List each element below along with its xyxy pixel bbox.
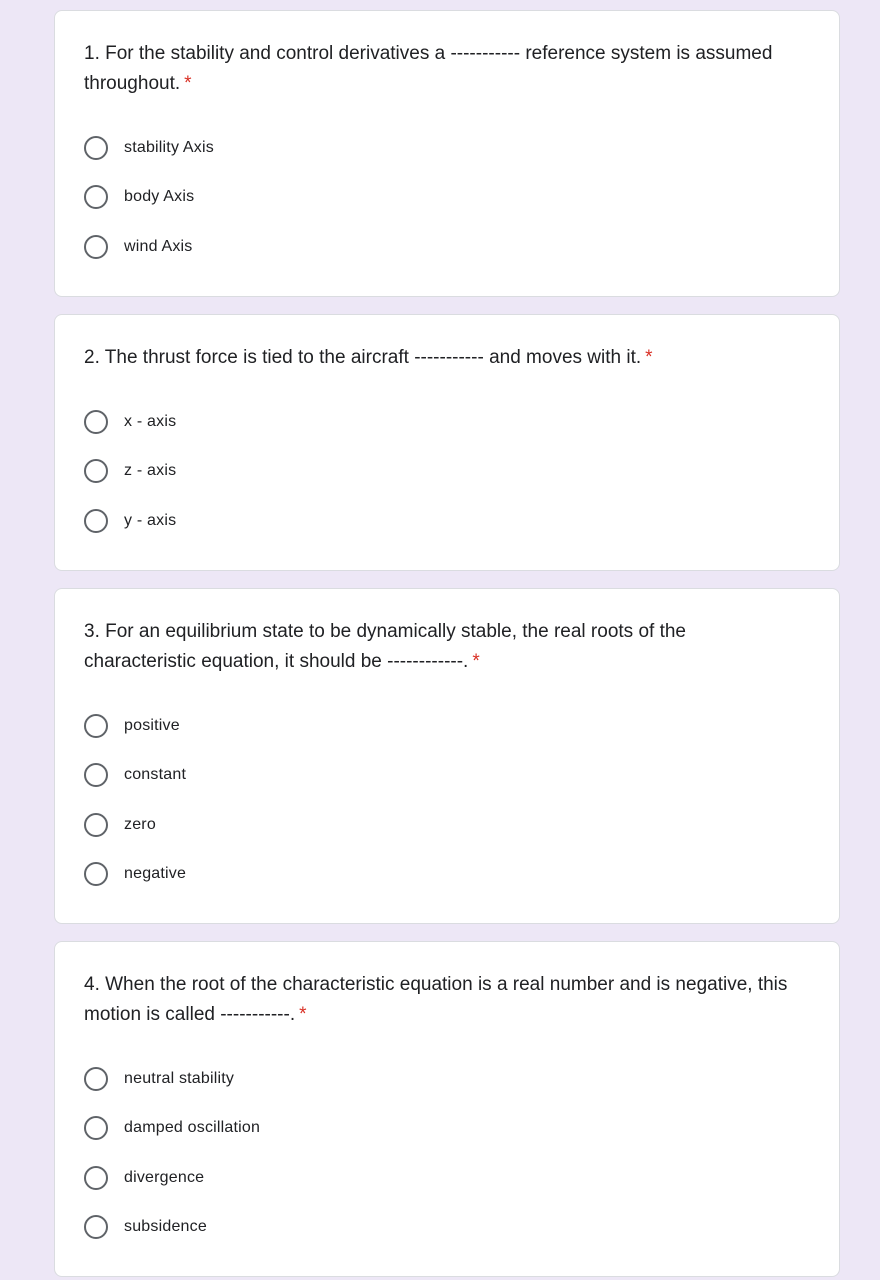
radio-button-icon[interactable] [84,1067,108,1091]
option-label: body Axis [124,188,195,206]
radio-button-icon[interactable] [84,813,108,837]
radio-option[interactable] [84,447,799,497]
question-title-3 [84,617,799,677]
required-asterisk: * [299,1004,307,1025]
radio-button-icon[interactable] [84,763,108,787]
radio-button-icon[interactable] [84,862,108,886]
option-label: positive [124,716,180,734]
radio-option[interactable] [84,222,799,272]
options-group-4 [84,1054,799,1252]
radio-option[interactable] [84,1054,799,1104]
question-text: 3. For an equilibrium state to be dynamically stable, the real roots of the characteristic equation, it should be ------------. [84,621,686,672]
radio-option[interactable] [84,496,799,546]
question-card-4 [54,941,840,1277]
option-label: z - axis [124,462,177,480]
radio-option[interactable] [84,751,799,801]
option-label: zero [124,815,156,833]
option-label: neutral stability [124,1069,235,1087]
radio-option[interactable] [84,397,799,447]
radio-button-icon[interactable] [84,1166,108,1190]
radio-button-icon[interactable] [84,509,108,533]
options-group-2 [84,397,799,546]
option-label: stability Axis [124,138,214,156]
options-group-1 [84,123,799,272]
radio-option[interactable] [84,850,799,900]
option-label: x - axis [124,412,177,430]
option-label: divergence [124,1168,205,1186]
question-title-4 [84,970,799,1030]
radio-button-icon[interactable] [84,1116,108,1140]
option-label: subsidence [124,1218,207,1236]
radio-option[interactable] [84,701,799,751]
radio-option[interactable] [84,800,799,850]
radio-button-icon[interactable] [84,1215,108,1239]
option-label: negative [124,865,187,883]
radio-button-icon[interactable] [84,136,108,160]
radio-button-icon[interactable] [84,410,108,434]
question-text: 4. When the root of the characteristic equation is a real number and is negative, this motion is called -----------. [84,974,788,1025]
radio-button-icon[interactable] [84,459,108,483]
option-label: constant [124,766,187,784]
options-group-3 [84,701,799,899]
required-asterisk: * [645,347,653,368]
option-label: damped oscillation [124,1119,261,1137]
question-title-2 [84,343,799,373]
question-title-1 [84,39,799,99]
question-text: 2. The thrust force is tied to the aircraft ----------- and moves with it. [84,347,642,368]
question-card-1 [54,10,840,297]
radio-option[interactable] [84,173,799,223]
radio-option[interactable] [84,123,799,173]
required-asterisk: * [472,651,480,672]
option-label: wind Axis [124,237,193,255]
radio-option[interactable] [84,1153,799,1203]
question-card-2 [54,314,840,571]
question-card-3 [54,588,840,924]
question-text: 1. For the stability and control derivatives a ----------- reference system is assumed throughout. [84,43,773,94]
radio-button-icon[interactable] [84,714,108,738]
radio-option[interactable] [84,1104,799,1154]
radio-option[interactable] [84,1203,799,1253]
radio-button-icon[interactable] [84,235,108,259]
required-asterisk: * [184,73,192,94]
radio-button-icon[interactable] [84,185,108,209]
option-label: y - axis [124,511,177,529]
